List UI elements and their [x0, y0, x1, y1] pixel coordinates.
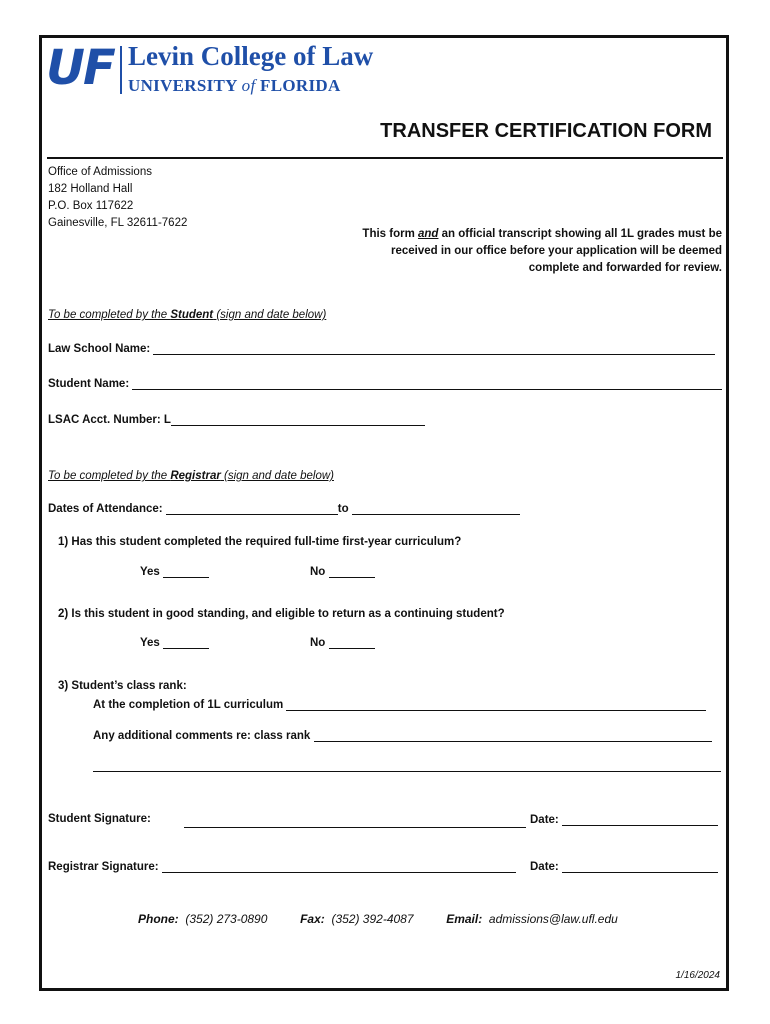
address-line: Office of Admissions: [48, 166, 152, 178]
fax-number: (352) 392-4087: [331, 912, 414, 926]
class-rank-1l-label: At the completion of 1L curriculum: [93, 699, 284, 711]
q2-no-label: No: [310, 637, 326, 649]
student-signature-row: [48, 813, 151, 825]
student-date-label: Date:: [530, 814, 559, 826]
contact-footer: [138, 912, 618, 926]
submission-notice: This form and an official transcript showing all 1L grades must be received in our office before your application will be deemed complete and forwarded for review.: [362, 228, 722, 274]
fax-label: Fax:: [300, 912, 325, 926]
law-school-field[interactable]: [153, 342, 715, 355]
q1-no-label: No: [310, 566, 326, 578]
dates-attendance-label: Dates of Attendance:: [48, 503, 163, 515]
phone-number: (352) 273-0890: [185, 912, 268, 926]
student-name-row: [48, 377, 722, 390]
dates-attendance-row: [48, 502, 520, 515]
registrar-date-label: Date:: [530, 861, 559, 873]
question-2: 2) Is this student in good standing, and eligible to return as a continuing student?: [58, 608, 505, 620]
admissions-address: [48, 164, 187, 232]
address-line: 182 Holland Hall: [48, 183, 133, 195]
q2-no-field[interactable]: [329, 636, 375, 649]
q1-no-field[interactable]: [329, 565, 375, 578]
student-date-field[interactable]: [562, 813, 718, 826]
lsac-row: [48, 413, 425, 426]
lsac-field[interactable]: [171, 413, 425, 426]
registrar-signature-field[interactable]: [162, 860, 516, 873]
law-school-label: Law School Name:: [48, 343, 151, 355]
q1-no-row: [310, 565, 375, 578]
class-rank-comments-field-2[interactable]: [93, 760, 721, 772]
law-school-row: [48, 342, 715, 355]
q2-yes-label: Yes: [140, 637, 160, 649]
class-rank-comments-row: [93, 729, 712, 742]
uf-logo-mark: UF: [46, 40, 114, 96]
email-label: Email:: [446, 912, 483, 926]
student-name-label: Student Name:: [48, 378, 130, 390]
college-name: Levin College of Law: [128, 41, 374, 71]
class-rank-1l-field[interactable]: [286, 698, 706, 711]
university-name: UNIVERSITY of FLORIDA: [128, 76, 341, 95]
question-1: 1) Has this student completed the required full-time first-year curriculum?: [58, 536, 462, 548]
attendance-end-field[interactable]: [352, 502, 520, 515]
address-line: P.O. Box 117622: [48, 200, 134, 212]
class-rank-comments-field[interactable]: [314, 729, 712, 742]
title-rule: [47, 157, 723, 159]
student-date-row: [530, 813, 718, 826]
q1-yes-label: Yes: [140, 566, 160, 578]
q2-yes-field[interactable]: [163, 636, 209, 649]
lsac-label: LSAC Acct. Number: L: [48, 414, 171, 426]
student-section-heading: To be completed by the Student (sign and date below): [48, 309, 327, 321]
class-rank-comments-label: Any additional comments re: class rank: [93, 730, 311, 742]
registrar-signature-label: Registrar Signature:: [48, 861, 159, 873]
revision-date: 1/16/2024: [675, 970, 720, 981]
student-name-field[interactable]: [132, 377, 722, 390]
registrar-signature-row: [48, 860, 516, 873]
attendance-start-field[interactable]: [166, 502, 338, 515]
student-signature-label: Student Signature:: [48, 813, 151, 825]
q2-no-row: [310, 636, 375, 649]
page-title: TRANSFER CERTIFICATION FORM: [380, 120, 712, 142]
logo-divider: [120, 46, 122, 94]
student-signature-field[interactable]: [184, 814, 526, 828]
class-rank-1l-row: [93, 698, 706, 711]
registrar-date-field[interactable]: [562, 860, 718, 873]
phone-label: Phone:: [138, 912, 179, 926]
question-3: 3) Student’s class rank:: [58, 680, 187, 692]
registrar-section-heading: To be completed by the Registrar (sign and date below): [48, 470, 334, 482]
q1-yes-row: [140, 565, 209, 578]
email-address[interactable]: admissions@law.ufl.edu: [488, 912, 618, 926]
q1-yes-field[interactable]: [163, 565, 209, 578]
registrar-date-row: [530, 860, 718, 873]
to-label: to: [337, 503, 349, 515]
address-line: Gainesville, FL 32611-7622: [48, 217, 188, 229]
q2-yes-row: [140, 636, 209, 649]
